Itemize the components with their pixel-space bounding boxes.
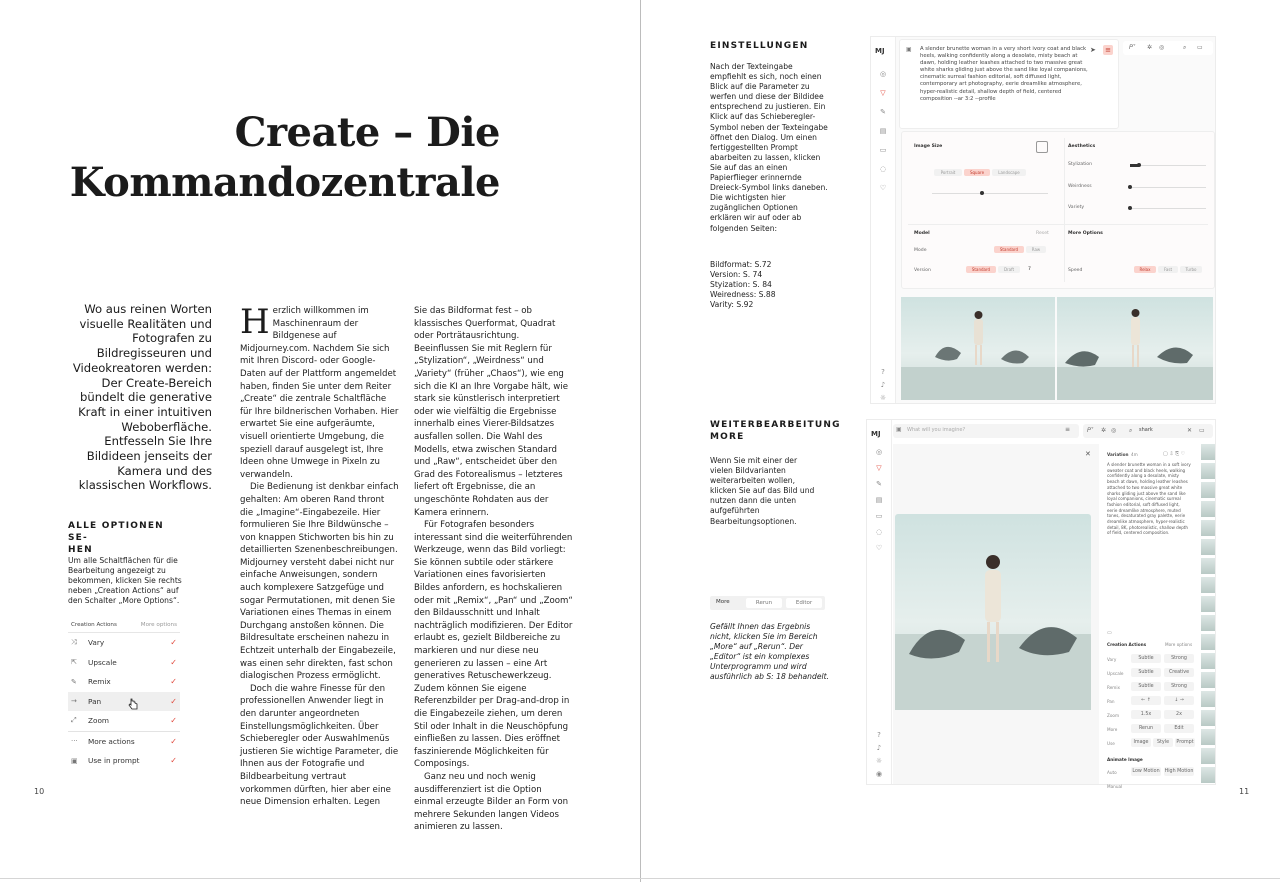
stylization-track: [1130, 165, 1206, 166]
page-number-right: 11: [1239, 787, 1250, 796]
thumbnail[interactable]: [1201, 539, 1215, 555]
prompt-box[interactable]: [899, 39, 1119, 129]
animate-label: Animate Image: [1107, 757, 1143, 762]
row-label-use: Use: [1107, 741, 1115, 746]
panel-divider: [1064, 138, 1065, 282]
pan-left-up[interactable]: ← ↑: [1131, 696, 1161, 705]
zoom-1-5x[interactable]: 1.5x: [1131, 710, 1161, 719]
action-more-actions[interactable]: [68, 731, 180, 752]
ellipsis-icon: ···: [71, 737, 78, 746]
page-gutter: [640, 0, 641, 882]
body-column-2: [414, 305, 573, 834]
check-icon: ✓: [170, 696, 177, 706]
action-label: Remix: [88, 677, 111, 687]
manual-label: Manual: [1107, 784, 1123, 789]
page-bottom-rule: [0, 878, 1280, 879]
image-prompt-icon[interactable]: ▣: [906, 46, 912, 53]
speed-relax[interactable]: Relax: [1134, 266, 1156, 273]
rerun-button[interactable]: Rerun: [1131, 724, 1161, 733]
speed-label: Speed: [1068, 268, 1083, 273]
toolbar: [1123, 41, 1213, 55]
folder-icon[interactable]: ▭: [1199, 427, 1205, 434]
action-label: Pan: [88, 696, 102, 706]
thumbnail[interactable]: [1201, 596, 1215, 612]
personalize-icon[interactable]: 𝑃˅: [1087, 427, 1094, 434]
more-options-label: More Options: [1068, 231, 1103, 236]
drop-cap: H: [240, 302, 270, 342]
shark-woman-image: [1057, 297, 1213, 400]
thumbnail[interactable]: [1201, 615, 1215, 631]
auto-label: Auto: [1107, 770, 1117, 775]
page-title: [60, 108, 500, 208]
auto-low-motion[interactable]: Low Motion: [1132, 769, 1160, 774]
more-heading-line1: WEITERBEARBEITUNG: [710, 420, 841, 430]
settings-slider-icon[interactable]: ≡: [1103, 45, 1113, 55]
hand-cursor-icon: [128, 698, 138, 710]
thumbnail-strip: [1201, 444, 1215, 784]
vary-subtle[interactable]: Subtle: [1131, 654, 1161, 663]
detail-screenshot: [866, 419, 1216, 789]
detail-panel: [1101, 444, 1199, 789]
upscale-subtle[interactable]: Subtle: [1131, 668, 1161, 677]
thumbnail[interactable]: [1201, 501, 1215, 517]
stack-icon[interactable]: ◎: [1159, 44, 1165, 51]
stylization-knob[interactable]: [1137, 163, 1141, 167]
mode-label: Mode: [914, 248, 927, 253]
pan-icon: →: [71, 697, 77, 706]
row-label-more: More: [1107, 727, 1118, 732]
thumbnail[interactable]: [1201, 558, 1215, 574]
reset-button[interactable]: Reset: [1036, 231, 1049, 236]
explore-icon[interactable]: ◎: [879, 70, 887, 78]
send-icon[interactable]: ➤: [1090, 46, 1096, 54]
remix-subtle[interactable]: Subtle: [1131, 682, 1161, 691]
thumbnail[interactable]: [1201, 672, 1215, 688]
thumbnail[interactable]: [1201, 729, 1215, 745]
star-icon[interactable]: ✲: [1101, 427, 1107, 434]
archive-icon[interactable]: ▭: [875, 512, 883, 520]
options-text: Um alle Schaltflächen für die Bearbeitung angezeigt zu bekommen, klicken Sie rechts neben „Creation Actions“ auf den Schalter „More Options“.: [68, 556, 182, 606]
star-icon[interactable]: ✲: [1147, 44, 1153, 51]
action-label: Vary: [88, 638, 105, 648]
options-heading-line1: ALLE OPTIONEN SE-: [68, 521, 164, 543]
auto-high-motion[interactable]: High Motion: [1164, 769, 1194, 774]
image-prompt-icon[interactable]: ▣: [896, 426, 902, 433]
stylization-label: Stylization: [1068, 162, 1093, 167]
creation-actions-title: Creation Actions: [71, 621, 117, 628]
more-heading: [710, 419, 841, 443]
action-label: Zoom: [88, 716, 110, 726]
edit-icon[interactable]: ✎: [876, 480, 882, 488]
row-label-remix: Remix: [1107, 685, 1121, 690]
like-icon[interactable]: ♡: [875, 544, 883, 552]
paragraph: Sie das Bildformat fest – ob klassisches Querformat, Quadrat oder Porträtausrichtung. Beeinflussen Sie mit Reglern für „Stylization“, „Weirdness“ und „Variety“ (früher „Chaos“), wie eng sich die KI an Ihre Vorgabe hält, wie stark sie künstlerisch interpretiert oder wie vielfältig die Ergebnisse innerhalb eines Vierer-Bildsatzes ausfallen sollen. Die Wahl des Modells, etwa zwischen Standard und „Raw“, entscheidet über den Grad des Fotorealismus – letzteres liefert oft Ergebnisse, die an ungeschönte Rohdaten aus der Kamera erinnern.: [414, 306, 569, 518]
row-label-pan: Pan: [1107, 699, 1115, 704]
close-icon[interactable]: ✕: [1085, 450, 1091, 458]
action-vary[interactable]: [68, 633, 180, 653]
folder-icon[interactable]: ▭: [1107, 630, 1112, 636]
row-label-upscale: Upscale: [1107, 671, 1124, 676]
thumbnail[interactable]: [1201, 463, 1215, 479]
aspect-knob[interactable]: [980, 191, 984, 195]
edit-button[interactable]: Edit: [1164, 724, 1194, 733]
settings-heading: EINSTELLUNGEN: [710, 41, 809, 51]
mode-standard[interactable]: Standard: [994, 246, 1024, 253]
image-viewer: [893, 444, 1099, 784]
imagine-bar[interactable]: [893, 424, 1079, 438]
organize-icon[interactable]: ▤: [875, 496, 883, 504]
page-ref: Bildformat: S.72: [710, 260, 772, 269]
selected-image[interactable]: [895, 514, 1091, 710]
more-caption: Gefällt Ihnen das Ergebnis nicht, klicken Sie im Bereich „More“ auf „Rerun“. Der „Editor“ ist ein komplexes Unterprogramm und wird ausführlich ab S: 18 behandelt.: [710, 622, 829, 682]
more-text: Wenn Sie mit einer der vielen Bildvarianten weiterarbeiten wollen, klicken Sie auf das Bild und nutzen dann die unten aufgeführten Bearbeitungsoptionen.: [710, 456, 815, 526]
paragraph: Die Bedienung ist denkbar einfach gehalten: Am oberen Rand thront die „Imagine“-Eingabezeile. Hier formulieren Sie Ihre Bildwünsche – von knappen Stichworten bis hin zu detaillierten Szenenbeschreibungen. Midjourney versteht dabei nicht nur einfache Anweisungen, sondern auch komplexere Satzgefüge und sogar Permutationen, mit denen Sie Variationen eines Themas in einem Durchgang anstoßen können. Die Bildresultate erscheinen nahezu in Echtzeit unterhalb der Eingabezeile, was einen sehr direkten, fast schon dialogischen Prozess ermöglicht.: [240, 482, 399, 682]
thumbnail[interactable]: [1201, 653, 1215, 669]
thumbnail[interactable]: [1201, 482, 1215, 498]
action-label: Upscale: [88, 657, 117, 667]
settings-slider-icon[interactable]: ≡: [1065, 426, 1071, 433]
use-prompt[interactable]: Prompt: [1176, 740, 1194, 745]
mode-raw[interactable]: Raw: [1026, 246, 1046, 253]
speed-turbo[interactable]: Turbo: [1180, 266, 1202, 273]
organize-icon[interactable]: ▤: [879, 127, 887, 135]
more-options-toggle[interactable]: More options: [140, 621, 177, 628]
folder-icon[interactable]: ▭: [1197, 44, 1203, 51]
sun-icon[interactable]: ☼: [875, 757, 883, 765]
check-icon: ✓: [170, 736, 177, 746]
archive-icon[interactable]: ▭: [879, 146, 887, 154]
thumbnail[interactable]: [1201, 691, 1215, 707]
title-line-1: Create – Die: [234, 109, 500, 156]
page-references: [710, 260, 828, 310]
action-label: More actions: [88, 736, 135, 746]
settings-text: Nach der Texteingabe empfiehlt es sich, noch einen Blick auf die Parameter zu werfen und diese der Bildidee entsprechend zu justieren. Ein Klick auf das Schieberegler-Symbol neben der Texteingabe öffnet den Dialog. Um einen fertiggestellten Prompt abarbeiten zu lassen, klicken Sie auf das an einen Papierflieger erinnernde Dreieck-Symbol links daneben. Die wichtigsten hier zugänglichen Optionen erklären wir auf oder ab folgenden Seiten:: [710, 62, 828, 233]
thumbnail[interactable]: [1201, 634, 1215, 650]
use-image[interactable]: Image: [1131, 738, 1151, 747]
action-label: Use in prompt: [88, 756, 140, 766]
aspect-preview: [1036, 141, 1048, 153]
action-remix[interactable]: [68, 672, 180, 692]
sun-icon[interactable]: ☼: [879, 394, 887, 402]
thumbnail[interactable]: [1201, 577, 1215, 593]
version-select[interactable]: 7: [1028, 267, 1031, 272]
version-label: Version: [914, 268, 931, 273]
personalize-icon[interactable]: 𝑃˅: [1129, 44, 1136, 51]
toolbar: [1083, 424, 1213, 438]
rerun-button[interactable]: Rerun: [746, 598, 782, 608]
thumbnail[interactable]: [1201, 748, 1215, 764]
mj-logo: MJ: [871, 430, 881, 438]
panel-prompt-text[interactable]: A slender brunette woman in a soft ivory sweater coat and black heels, walking confidently along a desolate, misty beach at dawn, holding leather leashes attached to two massive great white sharks gliding just above the sand like loyal companions, cinematic surreal fashion editorial, soft diffused light, eerie dreamlike atmosphere, muted tones, desaturated gray palette, eerie dreamlike atmosphere, hyper-realistic detail, 8K, photorealistic, shallow depth of field, centered composition.: [1107, 462, 1191, 536]
shark-woman-image: [895, 514, 1091, 710]
help-icon[interactable]: ?: [881, 368, 885, 376]
paragraph: Ganz neu und noch wenig ausdifferenziert ist die Option einmal erzeugte Bilder an Form von mehrere Sekunden langen Videos animieren zu lassen.: [414, 771, 569, 833]
version-draft[interactable]: Draft: [998, 266, 1020, 273]
account-icon[interactable]: ◉: [875, 770, 883, 778]
left-rail: [867, 420, 892, 784]
creation-actions-panel: [68, 617, 180, 777]
settings-screenshot: [870, 36, 1216, 404]
generated-image-1[interactable]: [901, 297, 1055, 400]
close-icon[interactable]: ✕: [1187, 427, 1193, 434]
page-ref: Varity: S.92: [710, 300, 754, 310]
generated-image-2[interactable]: [1057, 297, 1213, 400]
zoom-2x[interactable]: 2x: [1164, 710, 1194, 719]
remix-icon: ✎: [71, 677, 77, 686]
check-icon: ✓: [170, 657, 177, 667]
use-style[interactable]: Style: [1153, 738, 1173, 747]
thumbnail[interactable]: [1201, 710, 1215, 726]
more-heading-line2: MORE: [710, 432, 745, 442]
remix-strong[interactable]: Strong: [1164, 682, 1194, 691]
image-icon: ▣: [71, 756, 78, 765]
action-zoom[interactable]: [68, 711, 180, 731]
options-heading-line2: HEN: [68, 545, 93, 555]
mj-logo: MJ: [875, 47, 885, 55]
help-icon[interactable]: ?: [877, 731, 881, 739]
row-label-zoom: Zoom: [1107, 713, 1120, 718]
more-tabs: [710, 596, 825, 610]
paragraph: Doch die wahre Finesse für den professionellen Anwender liegt in den darunter angeordneten Einstellungsmöglichkeiten. Über Schieberegler oder Auswahlmenüs justieren Sie wichtige Parameter, die Ihnen aus der Fotografie und Bildbearbeitung vertraut vorkommen dürften, hier aber eine neue Dimension erhalten. Legen: [240, 683, 399, 808]
bell-icon[interactable]: ♪: [876, 744, 882, 752]
page-ref: Version: S. 74: [710, 270, 763, 280]
paragraph: Für Fotografen besonders interessant sind die weiterführenden Werkzeuge, wenn das Bild vorliegt: Sie können subtile oder stärkere Variationen eines favorisierten Bildes anfordern, es hochskalieren oder mit „Remix“, „Pan“ und „Zoom“ den Bildausschnitt und Inhalt nachträglich modifizieren. Der Editor erlaubt es, gezielt Bildbereiche zu markieren und nur diese neu generieren zu lassen – eine Art generatives Retuschewerkzeug. Zudem können Sie eigene Referenzbilder per Drag-and-drop in die Eingabezeile ziehen, um deren Stil oder Inhalt in die Neuschöpfung einfließen zu lassen. Dies eröffnet faszinierende Möglichkeiten für Composings.: [414, 520, 573, 770]
shark-woman-image: [901, 297, 1055, 400]
create-icon[interactable]: ▽: [880, 89, 886, 97]
chat-icon[interactable]: ◌: [879, 165, 887, 173]
creation-actions-title: Creation Actions: [1107, 642, 1147, 647]
image-size-label: Image Size: [914, 144, 943, 149]
thumbnail[interactable]: [1201, 520, 1215, 536]
time-label: 4m: [1131, 452, 1138, 457]
weirdness-knob[interactable]: [1128, 185, 1132, 189]
page-number-left: 10: [34, 787, 45, 796]
zoom-icon: ⤢: [71, 716, 77, 725]
aspect-landscape[interactable]: Landscape: [992, 169, 1026, 176]
bell-icon[interactable]: ♪: [880, 381, 886, 389]
editor-button[interactable]: Editor: [786, 598, 822, 608]
search-input[interactable]: shark: [1139, 427, 1153, 433]
model-label: Model: [914, 231, 930, 236]
stack-icon[interactable]: ◎: [1111, 427, 1117, 434]
vary-strong[interactable]: Strong: [1164, 654, 1194, 663]
explore-icon[interactable]: ◎: [875, 448, 883, 456]
prompt-text[interactable]: A slender brunette woman in a very short ivory coat and black heels, walking confidently along a desolate, misty beach at dawn, holding leather leashes attached to two massive great white sharks gliding just above the sand like loyal companions, cinematic surreal fashion editorial, soft diffused light, contemporary art photography, eerie dreamlike atmosphere, hyper-realistic detail, shallow depth of field, centered composition --ar 3:2 --profile: [920, 46, 1088, 102]
search-icon[interactable]: ⌕: [1183, 44, 1187, 51]
speed-fast[interactable]: Fast: [1158, 266, 1178, 273]
upscale-icon: ⇱: [71, 658, 77, 667]
more-options-toggle[interactable]: More options: [1165, 642, 1193, 647]
check-icon: ✓: [170, 756, 177, 766]
aspect-track: [932, 193, 1048, 194]
title-line-2: Kommandozentrale: [69, 159, 500, 206]
panel-actions-icons[interactable]: ▢ ⇩ ⎘ ♡: [1163, 451, 1186, 457]
imagine-placeholder: What will you imagine?: [907, 427, 966, 433]
creation-actions-header: [68, 617, 180, 633]
aesthetics-label: Aesthetics: [1068, 144, 1096, 149]
action-pan[interactable]: [68, 692, 180, 712]
edit-icon[interactable]: ✎: [880, 108, 886, 116]
check-icon: ✓: [170, 716, 177, 726]
page-ref: Weiredness: S.88: [710, 290, 776, 300]
page-ref: Styization: S. 84: [710, 280, 772, 290]
row-label-vary: Vary: [1107, 657, 1117, 662]
search-icon[interactable]: ⌕: [1129, 427, 1133, 434]
version-standard[interactable]: Standard: [966, 266, 996, 273]
body-column-1: [240, 302, 400, 809]
tab-more[interactable]: More: [716, 599, 730, 605]
left-rail: [871, 37, 896, 403]
aspect-square[interactable]: Square: [964, 169, 990, 176]
settings-panel: [901, 131, 1215, 289]
paragraph: erzlich willkommen im Maschinenraum der Bildgenese auf Midjourney.com. Nachdem Sie sich mit Ihren Discord- oder Google-Daten auf der Plattform angemeldet haben, finden Sie unter dem Reiter „Create“ die zentrale Schaltfläche für Ihre bildnerischen Vorhaben. Hier erwartet Sie eine aufgeräumte, visuell orientierte Umgebung, die speziell darauf ausgelegt ist, Ihre Ideen ohne Umwege in Pixeln zu verwandeln.: [240, 306, 399, 480]
thumbnail[interactable]: [1201, 444, 1215, 460]
upscale-creative[interactable]: Creative: [1164, 668, 1194, 677]
chat-icon[interactable]: ◌: [875, 528, 883, 536]
vary-icon: ⤨: [71, 638, 77, 647]
action-use-in-prompt[interactable]: [68, 751, 180, 771]
check-icon: ✓: [170, 677, 177, 687]
like-icon[interactable]: ♡: [879, 184, 887, 192]
aspect-portrait[interactable]: Portrait: [934, 169, 962, 176]
weirdness-track: [1130, 187, 1206, 188]
variety-label: Variety: [1068, 205, 1085, 210]
create-icon[interactable]: ▽: [876, 464, 882, 472]
variation-label: Variation: [1107, 452, 1129, 457]
check-icon: ✓: [170, 638, 177, 648]
variety-track: [1130, 208, 1206, 209]
intro-text: Wo aus reinen Worten visuelle Realitäten und Fotografen zu Bildregisseuren und Videokreatoren werden: Der Create-Bereich bündelt die generative Kraft in einer intuitiven Weboberfläche. Entfesseln Sie Ihre Bildideen jenseits der Kamera und des klassischen Workflows.: [72, 302, 212, 493]
panel-divider: [908, 224, 1208, 225]
weirdness-label: Weirdness: [1068, 184, 1092, 189]
action-upscale[interactable]: [68, 653, 180, 673]
variety-knob[interactable]: [1128, 206, 1132, 210]
pan-down-right[interactable]: ↓ →: [1164, 696, 1194, 705]
options-heading: [68, 520, 178, 556]
thumbnail[interactable]: [1201, 767, 1215, 783]
